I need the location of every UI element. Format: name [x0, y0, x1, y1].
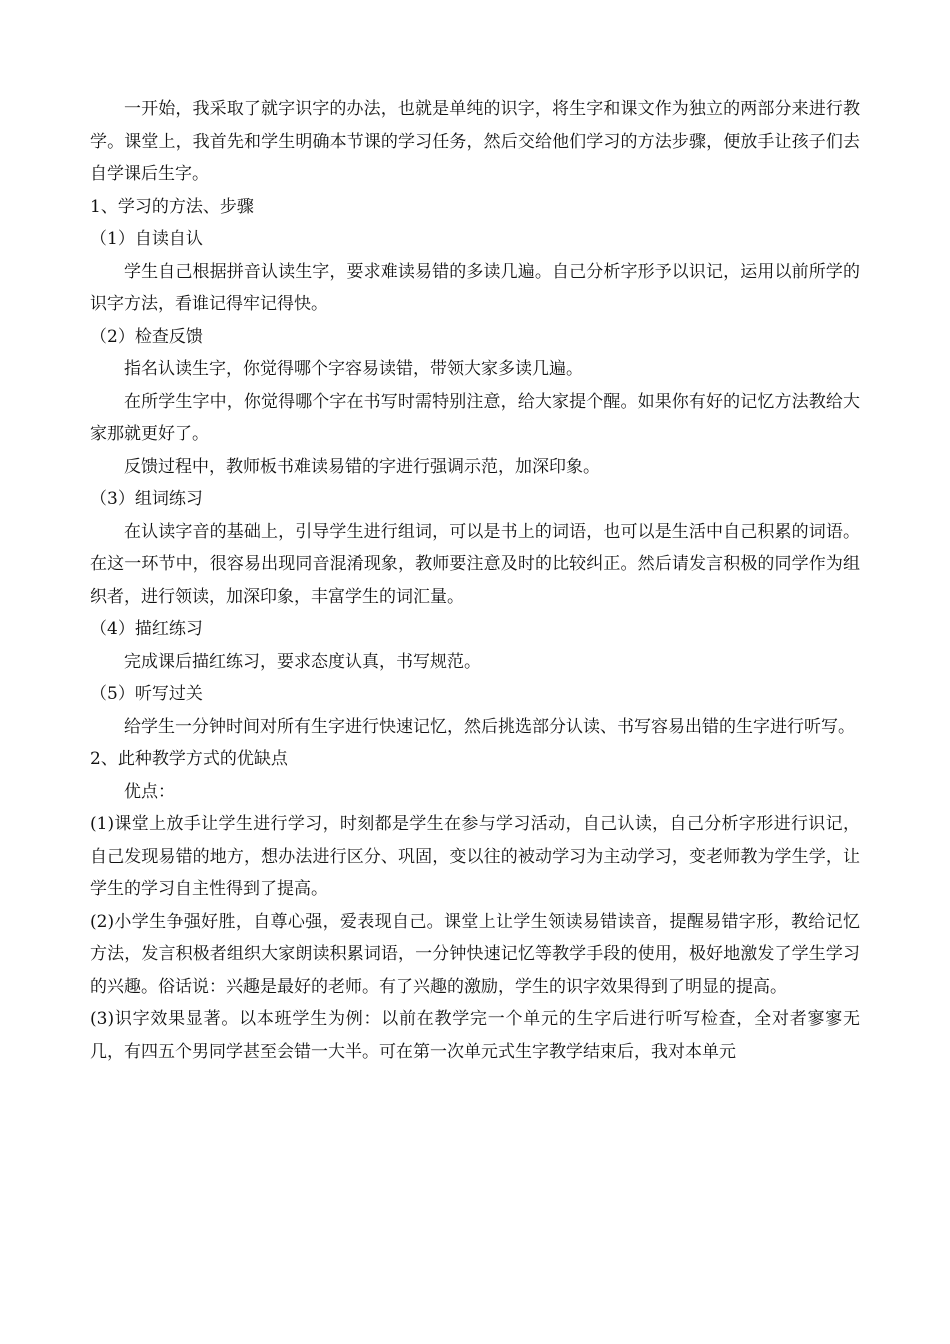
section-heading-pros-cons: 2、此种教学方式的优缺点: [90, 749, 288, 769]
paragraph-feedback-1: 指名认读生字，你觉得哪个字容易读错，带领大家多读几遍。: [124, 359, 583, 379]
paragraph-advantages-label: 优点：: [124, 781, 175, 802]
subheading-self-reading: （1）自读自认: [90, 229, 203, 249]
paragraph-advantage-1: (1)课堂上放手让学生进行学习，时刻都是学生在参与学习活动，自己认读，自己分析字形进行识记，自己发现易错的地方，想办法进行区分、巩固，变以往的被动学习为主动学习，变老师教为学生学，让学生的学习自主性得到了提高。: [90, 814, 860, 899]
subheading-feedback: （2）检查反馈: [90, 326, 203, 347]
paragraph-feedback-2: 在所学生字中，你觉得哪个字在书写时需特别注意，给大家提个醒。如果你有好的记忆方法教给大家那就更好了。: [90, 391, 860, 444]
section-heading-methods: 1、学习的方法、步骤: [90, 196, 254, 217]
paragraph-intro: 一开始，我采取了就字识字的办法，也就是单纯的识字，将生字和课文作为独立的两部分来进行教学。课堂上，我首先和学生明确本节课的学习任务，然后交给他们学习的方法步骤，便放手让孩子们去自学课后生字。: [90, 99, 860, 184]
subheading-dictation: （5）听写过关: [90, 684, 203, 704]
subheading-word-practice: （3）组词练习: [90, 489, 203, 509]
document-body: [90, 93, 860, 1068]
subheading-tracing: （4）描红练习: [90, 619, 203, 639]
paragraph-advantage-2: (2)小学生争强好胜，自尊心强，爱表现自己。课堂上让学生领读易错读音，提醒易错字形，教给记忆方法，发言积极者组织大家朗读积累词语，一分钟快速记忆等教学手段的使用，极好地激发了学生学习的兴趣。俗话说：兴趣是最好的老师。有了兴趣的激励，学生的识字效果得到了明显的提高。: [90, 911, 860, 997]
paragraph-tracing: 完成课后描红练习，要求态度认真，书写规范。: [124, 651, 481, 672]
paragraph-advantage-3: (3)识字效果显著。以本班学生为例：以前在教学完一个单元的生字后进行听写检查，全对者寥寥无几，有四五个男同学甚至会错一大半。可在第一次单元式生字教学结束后，我对本单元: [90, 1009, 860, 1062]
paragraph-dictation: 给学生一分钟时间对所有生字进行快速记忆，然后挑选部分认读、书写容易出错的生字进行听写。: [124, 716, 855, 737]
paragraph-feedback-3: 反馈过程中，教师板书难读易错的字进行强调示范，加深印象。: [124, 456, 600, 477]
paragraph-self-reading: 学生自己根据拼音认读生字，要求难读易错的多读几遍。自己分析字形予以识记，运用以前所学的识字方法，看谁记得牢记得快。: [90, 261, 860, 314]
paragraph-word-practice: 在认读字音的基础上，引导学生进行组词，可以是书上的词语，也可以是生活中自己积累的词语。在这一环节中，很容易出现同音混淆现象，教师要注意及时的比较纠正。然后请发言积极的同学作为组织者，进行领读，加深印象，丰富学生的词汇量。: [90, 521, 860, 607]
